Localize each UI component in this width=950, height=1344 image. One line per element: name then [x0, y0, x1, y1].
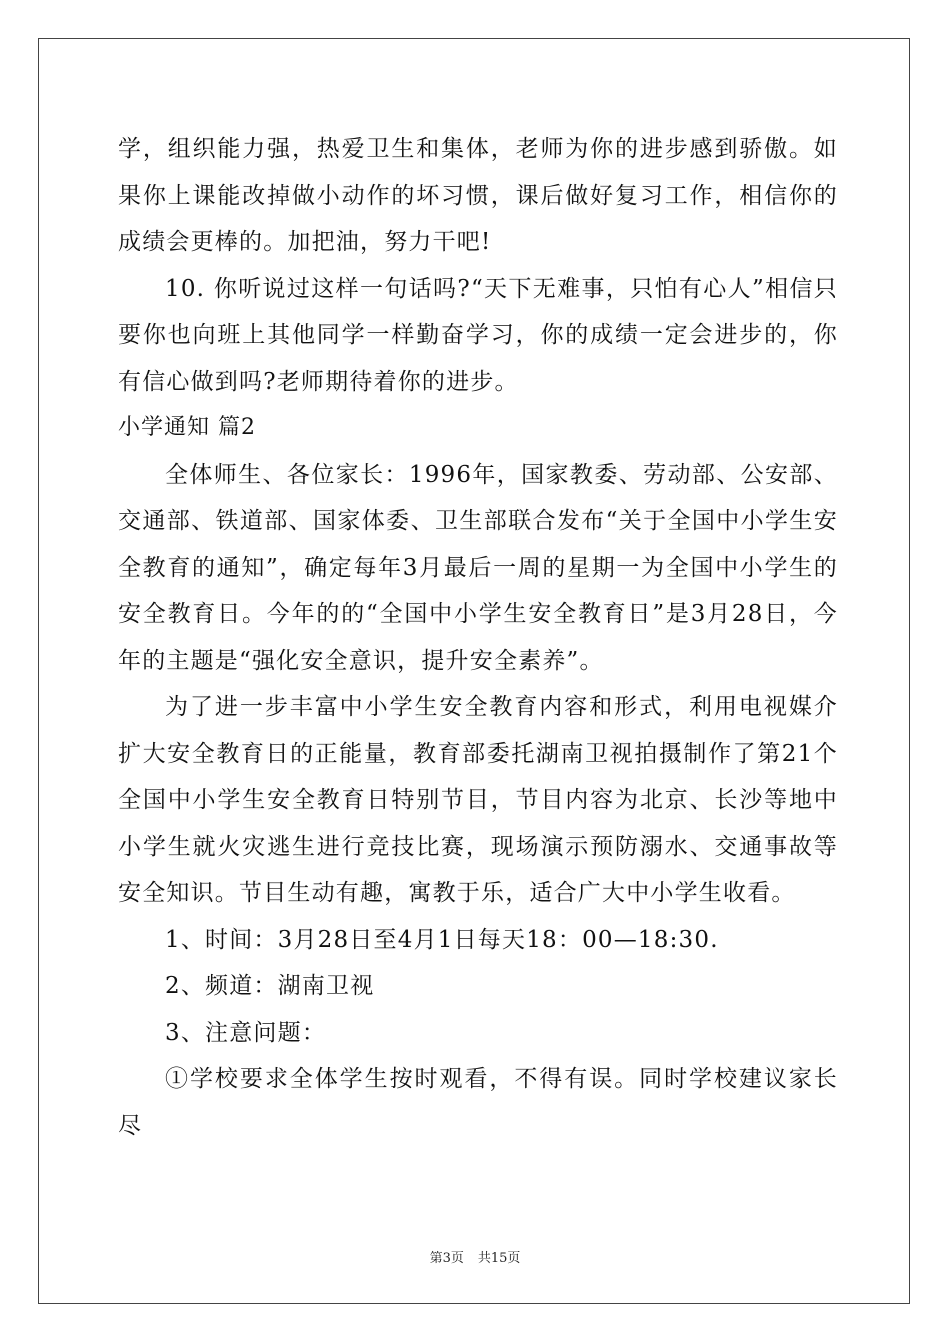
paragraph-2: 10. 你听说过这样一句话吗?“天下无难事，只怕有心人”相信只要你也向班上其他同学一样勤奋学习，你的成绩一定会进步的，你有信心做到吗?老师期待着你的进步。	[118, 275, 838, 395]
page-total: 共15页	[477, 1251, 521, 1266]
body-paragraph-2: 为了进一步丰富中小学生安全教育内容和形式，利用电视媒介扩大安全教育日的正能量，教育部委托湖南卫视拍摄制作了第21个全国中小学生安全教育日特别节目，节目内容为北京、长沙等地中小学生就火灾逃生进行竞技比赛，现场演示预防溺水、交通事故等安全知识。节目生动有趣，寓教于乐，适合广大中小学生收看。	[118, 694, 838, 906]
document-body	[118, 126, 838, 1149]
page-footer	[0, 1247, 950, 1266]
body-paragraph-1: 全体师生、各位家长：1996年，国家教委、劳动部、公安部、交通部、铁道部、国家体委、卫生部联合发布“关于全国中小学生安全教育的通知”，确定每年3月最后一周的星期一为全国中小学生的安全教育日。今年的的“全国中小学生安全教育日”是3月28日，今年的主题是“强化安全意识，提升安全素养”。	[118, 461, 838, 674]
list-item-channel: 2、频道：湖南卫视	[165, 973, 375, 999]
page-number: 第3页	[429, 1251, 464, 1266]
list-item-note-1: ①学校要求全体学生按时观看，不得有误。同时学校建议家长尽	[118, 1066, 838, 1139]
section-heading: 小学通知 篇2	[118, 415, 256, 440]
paragraph-1: 学，组织能力强，热爱卫生和集体，老师为你的进步感到骄傲。如果你上课能改掉做小动作的坏习惯，课后做好复习工作，相信你的成绩会更棒的。加把油，努力干吧!	[118, 136, 838, 255]
list-item-notes: 3、注意问题：	[165, 1019, 327, 1046]
list-item-time: 1、时间：3月28日至4月1日每天18：00—18:30.	[165, 926, 719, 953]
